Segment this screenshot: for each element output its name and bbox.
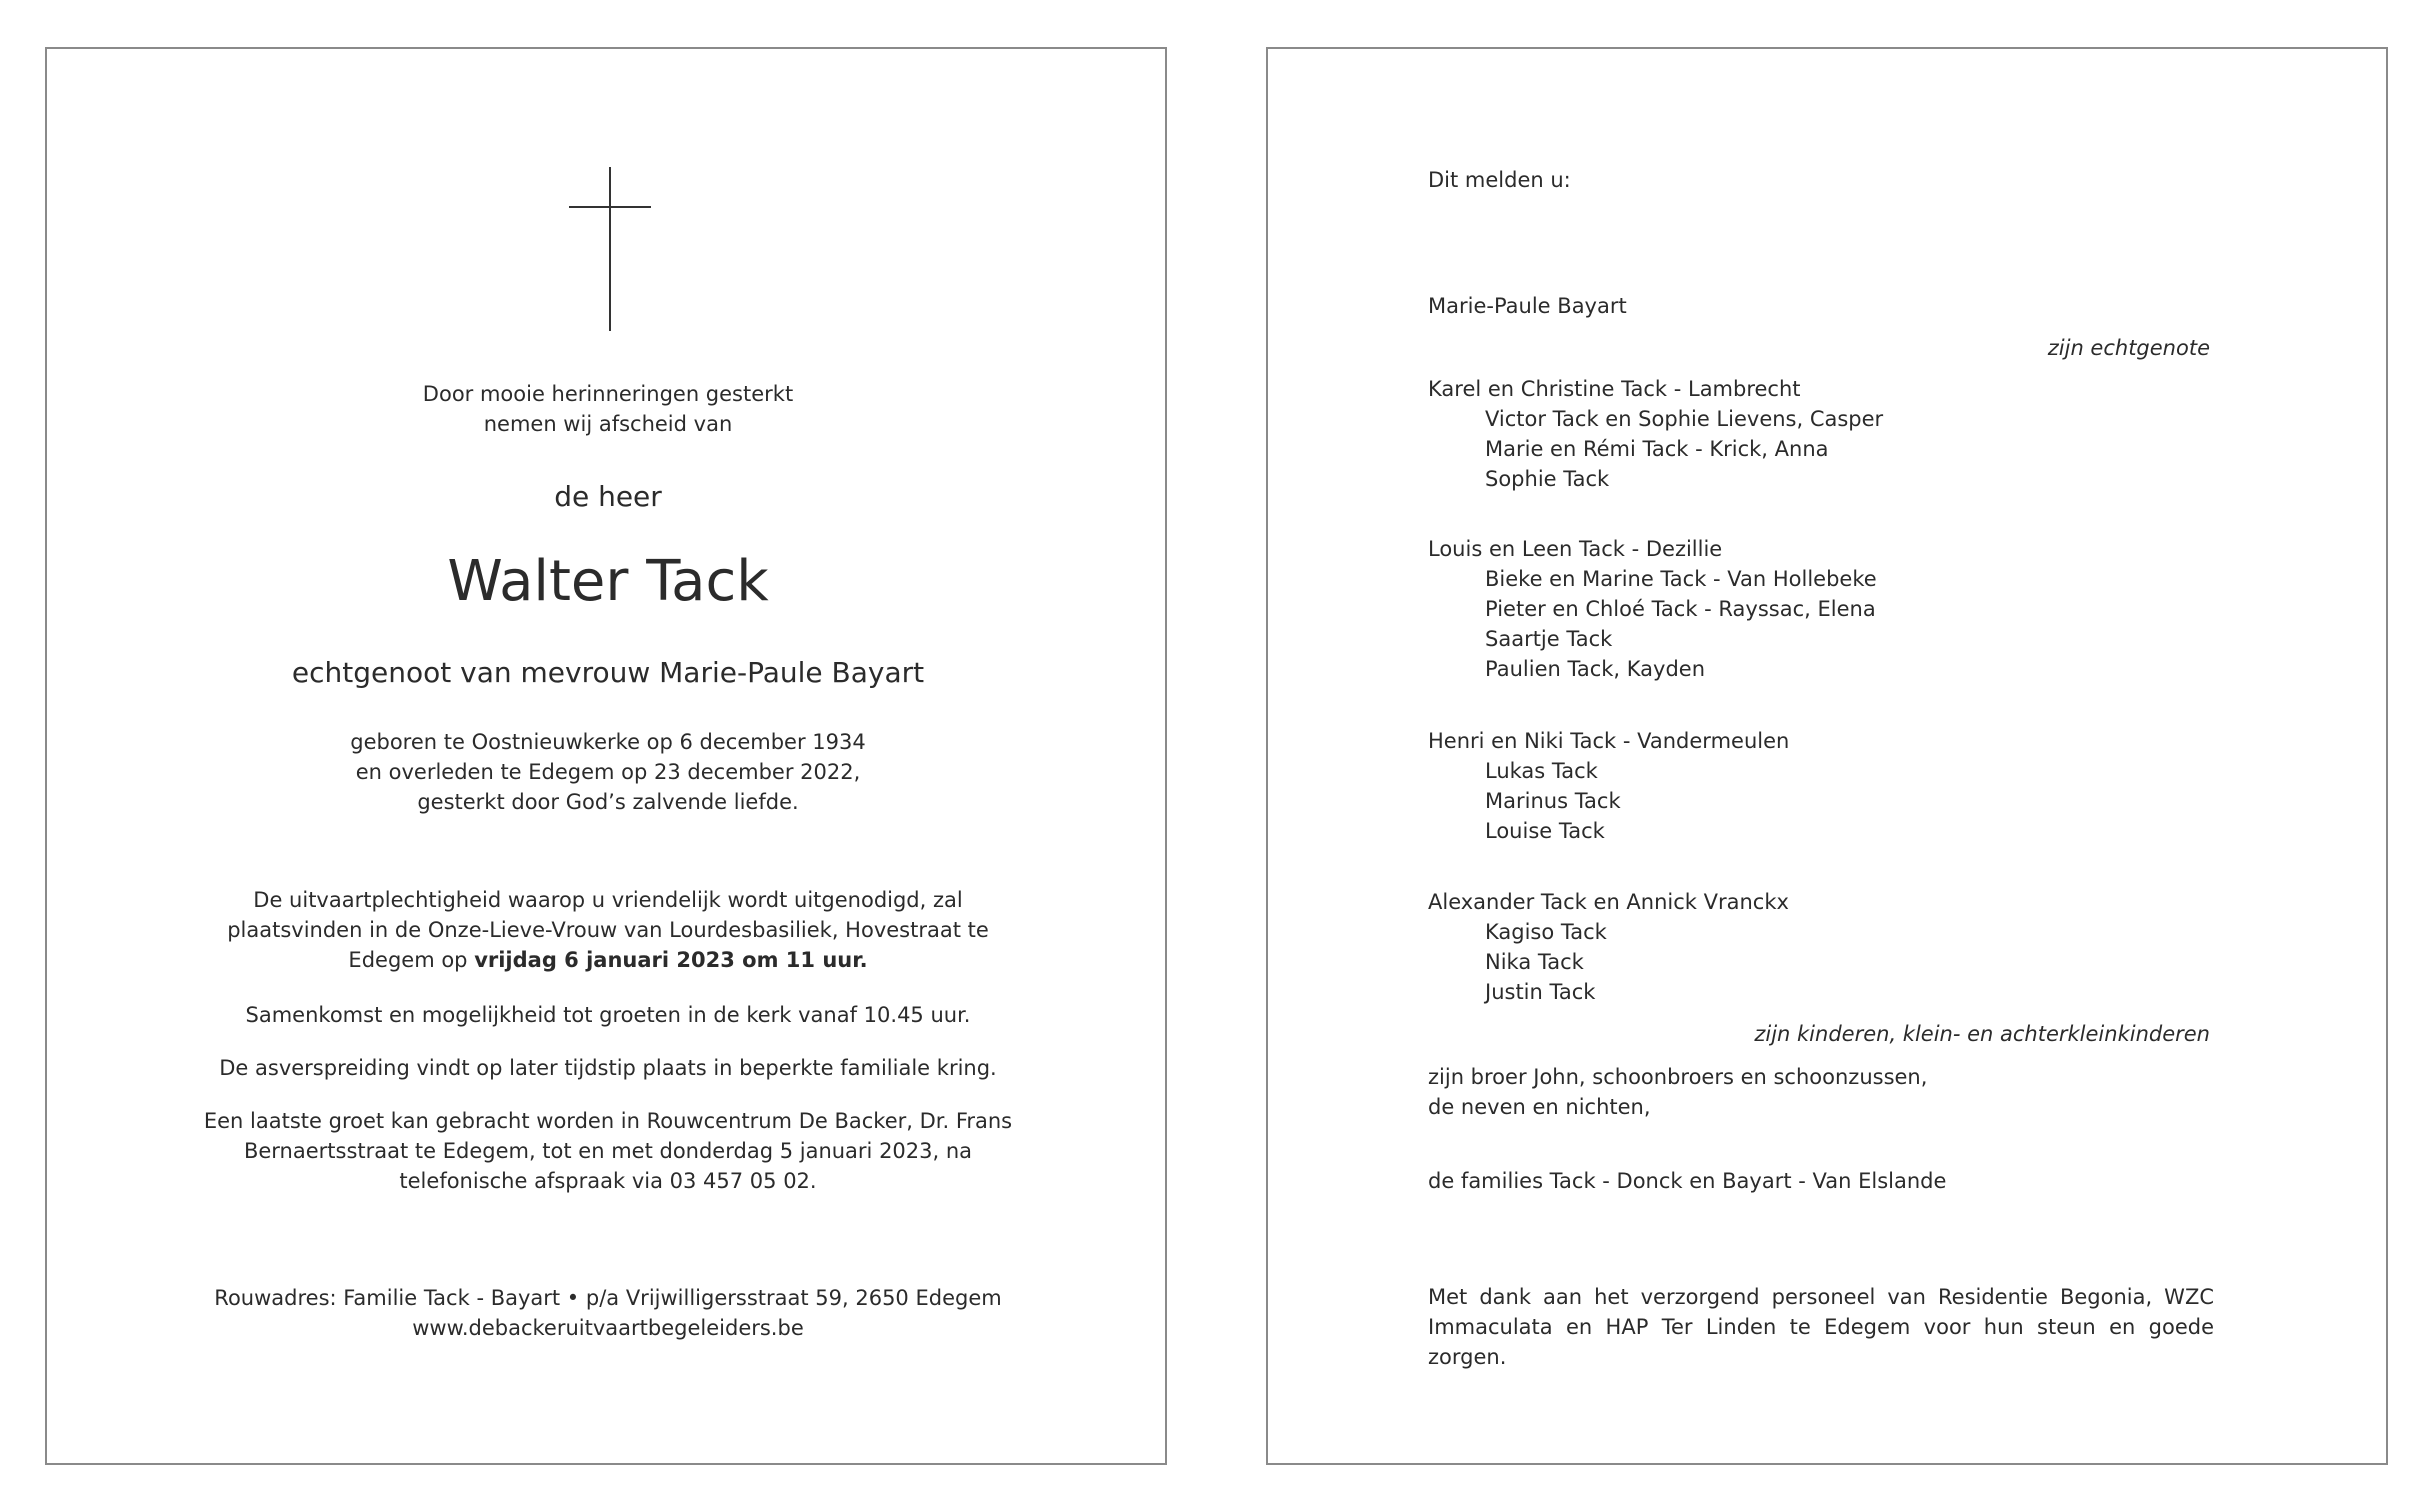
family-head: Louis en Leen Tack - Dezillie [1428,537,1723,561]
website-link[interactable]: www.debackeruitvaartbegeleiders.be [412,1316,804,1340]
family-member: Justin Tack [1485,980,1596,1004]
family-head: Alexander Tack en Annick Vranckx [1428,890,1789,914]
spouse-line: echtgenoot van mevrouw Marie-Paule Bayart [291,656,925,689]
family-group [1428,887,1789,1007]
cross-icon [47,49,1169,349]
greeting-line: telefonische afspraak via 03 457 05 02. [399,1169,817,1193]
right-page [1266,47,2388,1465]
intro-line: nemen wij afscheid van [483,412,733,436]
greeting-line: Een laatste groet kan gebracht worden in Rouwcentrum De Backer, Dr. Frans [203,1109,1013,1133]
family-member: Marie en Rémi Tack - Krick, Anna [1485,437,1829,461]
gathering-text: Samenkomst en mogelijkheid tot groeten in de kerk vanaf 10.45 uur. [245,1003,971,1027]
family-group [1428,534,1877,684]
children-role: zijn kinderen, klein- en achterkleinkinderen [1754,1022,2210,1046]
announce-text: Dit melden u: [1428,168,1571,192]
ceremony-place: Edegem op [348,948,475,972]
mourning-address [47,1283,1169,1343]
family-member: Victor Tack en Sophie Lievens, Casper [1485,407,1884,431]
family-head: Karel en Christine Tack - Lambrecht [1428,377,1801,401]
relatives-text [1428,1062,1927,1122]
family-member: Nika Tack [1485,950,1584,974]
family-member: Marinus Tack [1485,789,1621,813]
family-head: Henri en Niki Tack - Vandermeulen [1428,729,1790,753]
deceased-name: Walter Tack [447,549,769,614]
family-member: Lukas Tack [1485,759,1598,783]
greeting-line: Bernaertsstraat te Edegem, tot en met donderdag 5 januari 2023, na [243,1139,973,1163]
family-member: Paulien Tack, Kayden [1485,657,1706,681]
relatives-line: zijn broer John, schoonbroers en schoonzussen, [1428,1065,1928,1089]
family-member: Saartje Tack [1485,627,1613,651]
spouse-name: Marie-Paule Bayart [1428,294,1627,318]
ceremony-datetime: vrijdag 6 januari 2023 om 11 uur. [474,948,868,972]
faith-line: gesterkt door God’s zalvende liefde. [417,790,799,814]
birth-line: geboren te Oostnieuwkerke op 6 december 1934 [350,730,866,754]
last-greeting-text [47,1106,1169,1196]
family-member: Kagiso Tack [1485,920,1607,944]
ceremony-line: plaatsvinden in de Onze-Lieve-Vrouw van Lourdesbasiliek, Hovestraat te [227,918,989,942]
families-line: de families Tack - Donck en Bayart - Van Elslande [1428,1169,1947,1193]
family-group [1428,726,1789,846]
family-member: Bieke en Marine Tack - Van Hollebeke [1485,567,1877,591]
death-line: en overleden te Edegem op 23 december 2022, [355,760,861,784]
spouse-role: zijn echtgenote [2047,336,2210,360]
ceremony-line [47,945,1169,975]
thanks-text: Met dank aan het verzorgend personeel van Residentie Begonia, WZC Immaculata en HAP Ter Linden te Edegem voor hun steun en goede zorgen. [1428,1285,2214,1369]
ceremony-line: De uitvaartplechtigheid waarop u vriendelijk wordt uitgenodigd, zal [253,888,963,912]
relatives-line: de neven en nichten, [1428,1095,1651,1119]
family-member: Louise Tack [1485,819,1605,843]
family-member: Pieter en Chloé Tack - Rayssac, Elena [1485,597,1876,621]
intro-text [47,379,1169,439]
intro-line: Door mooie herinneringen gesterkt [422,382,794,406]
scattering-text: De asverspreiding vindt op later tijdstip plaats in beperkte familiale kring. [219,1056,997,1080]
family-member: Sophie Tack [1485,467,1610,491]
family-group [1428,374,1883,494]
left-page [45,47,1167,1465]
birth-death-text [47,727,1169,817]
ceremony-text [47,885,1169,975]
address-line: Rouwadres: Familie Tack - Bayart • p/a Vrijwilligersstraat 59, 2650 Edegem [214,1286,1002,1310]
honorific: de heer [554,480,662,513]
